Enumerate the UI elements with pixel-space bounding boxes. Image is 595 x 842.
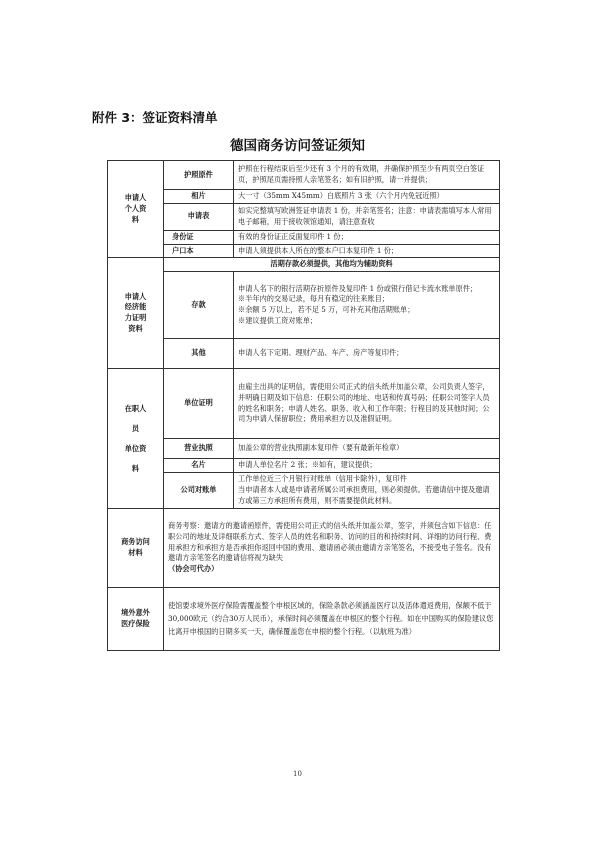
category-line: 力证明 xyxy=(124,313,147,323)
id-card-label: 身份证 xyxy=(164,230,234,244)
category-business-visit xyxy=(108,508,164,587)
category-insurance xyxy=(108,587,164,650)
table-row xyxy=(108,587,500,650)
category-line: 料 xyxy=(131,214,140,224)
category-line: 经济能 xyxy=(124,302,147,312)
category-line: 境外意外 xyxy=(121,608,150,618)
table-row xyxy=(108,244,500,258)
category-finance xyxy=(108,258,164,369)
business-license-requirement: 加盖公章的营业执照副本复印件（要有最新年检章） xyxy=(234,439,500,459)
category-line: 员 xyxy=(131,423,140,433)
employer-certificate-label: 单位证明 xyxy=(164,369,234,439)
application-form-label: 申请表 xyxy=(164,203,234,230)
other-assets-label: 其他 xyxy=(164,339,234,369)
table-row xyxy=(108,439,500,459)
category-line: 材料 xyxy=(128,547,143,557)
passport-requirement: 护照在行程结束后至少还有 3 个月的有效期，并确保护照至少有两页空白签证页，护照尾页需持照人亲笔签名；如有旧护照，请一并提供； xyxy=(234,161,500,190)
category-line: 申请人 xyxy=(124,291,147,301)
category-line: 商务访问 xyxy=(121,537,150,547)
finance-note: 活期存款必须提供，其他均为辅助资料 xyxy=(164,258,500,272)
category-line: 单位资 xyxy=(124,443,147,453)
household-register-label: 户口本 xyxy=(164,244,234,258)
table-row xyxy=(108,339,500,369)
category-line: 在职人 xyxy=(124,403,147,413)
attachment-heading: 附件 3：签证资料清单 xyxy=(92,110,218,125)
category-employee xyxy=(108,369,164,509)
deposit-label: 存款 xyxy=(164,272,234,339)
table-row xyxy=(108,459,500,473)
page-number: 10 xyxy=(293,770,302,778)
other-assets-requirement: 申请人名下定期、理财产品、车产、房产等复印件； xyxy=(234,339,500,369)
deposit-line: ※建议提供工资对账单； xyxy=(238,315,318,325)
category-personal xyxy=(108,161,164,258)
photo-requirement: 大一寸（35mm X45mm）白底照片 3 张（六个月内免冠近照） xyxy=(234,190,500,204)
visa-requirements-table xyxy=(107,160,500,651)
deposit-requirement xyxy=(234,272,500,339)
document-title: 德国商务访问签证须知 xyxy=(230,138,365,154)
business-visit-requirement xyxy=(164,508,500,587)
business-license-label: 营业执照 xyxy=(164,439,234,459)
business-visit-note: （协会可代办） xyxy=(168,564,219,574)
company-statement-label: 公司对账单 xyxy=(164,472,234,508)
table-row xyxy=(108,203,500,230)
category-line: 个人资 xyxy=(124,203,147,213)
category-line: 医疗保险 xyxy=(121,618,150,628)
company-statement-requirement: 工作单位近三个月银行对账单（信用卡除外），复印件 当申请者本人或是申请者所属公司承担费用，则必须提供。若邀请信中提及邀请方或第三方承担所有费用，则不需要提供此材料。 xyxy=(234,472,500,508)
passport-label: 护照原件 xyxy=(164,161,234,190)
photo-label: 相片 xyxy=(164,190,234,204)
business-card-label: 名片 xyxy=(164,459,234,473)
business-card-requirement: 申请人单位名片 2 张；※如有，建议提供； xyxy=(234,459,500,473)
table-row xyxy=(108,369,500,439)
table-row xyxy=(108,258,500,272)
deposit-line: ※余额 5 万以上，若不足 5 万，可补充其他活期账单； xyxy=(238,305,415,315)
deposit-line: 申请人名下的银行活期存折原件及复印件 1 份或银行借记卡流水账单原件； xyxy=(238,283,478,293)
household-register-requirement: 申请人须提供本人所在的整本户口本复印件 1 份； xyxy=(234,244,500,258)
category-line: 料 xyxy=(131,463,140,473)
table-row xyxy=(108,190,500,204)
table-row xyxy=(108,161,500,190)
id-card-requirement: 有效的身份证正反面复印件 1 份； xyxy=(234,230,500,244)
category-line: 申请人 xyxy=(124,193,147,202)
category-line: 资料 xyxy=(128,324,143,334)
table-row xyxy=(108,472,500,508)
business-visit-text: 商务考察：邀请方的邀请函原件，需使用公司正式的信头纸并加盖公章，签字，并须包含如下信息：任职公司的地址及详细联系方式、签字人员的姓名和职务、访问的目的和持续时间、详细的访问行程、费用承担方和承担方是否承担你返回中国的费用、邀请函必须由邀请方亲笔签名，不接受电子签名。没有邀请方亲笔签名的邀请信将视为缺失 xyxy=(168,520,492,563)
table-row xyxy=(108,230,500,244)
employer-certificate-requirement: 由雇主出具的证明信，需使用公司正式的信头纸并加盖公章，公司负责人签字，并明确日期及如下信息：任职公司的地址、电话和传真号码；任职公司签字人员的姓名和职务；申请人姓名、职务、收入和工作年限；行程目的及其他时间；公司为申请人保留职位；费用承担方以及准假证明。 xyxy=(234,369,500,439)
table-row xyxy=(108,272,500,339)
insurance-requirement: 使馆要求境外医疗保险需覆盖整个申根区域的，保险条款必须涵盖医疗以及活体遣返费用，保额不低于30,000欧元（约合30万人民币），承保时间必须覆盖在申根区的整个行程。如在中国购买的保险建议您比离开申根国的日期多买一天，确保覆盖您在申根的整个行程。（以航班为准） xyxy=(164,587,500,650)
application-form-requirement: 如实完整填写欧洲签证申请表 1 份，并亲笔签名；注意：申请表需填写本人常用电子邮箱，用于接收领馆通知，请注意查收 xyxy=(234,203,500,230)
deposit-line: ※半年内的交易记录，每月有稳定的往来账目； xyxy=(238,294,389,304)
table-row xyxy=(108,508,500,587)
